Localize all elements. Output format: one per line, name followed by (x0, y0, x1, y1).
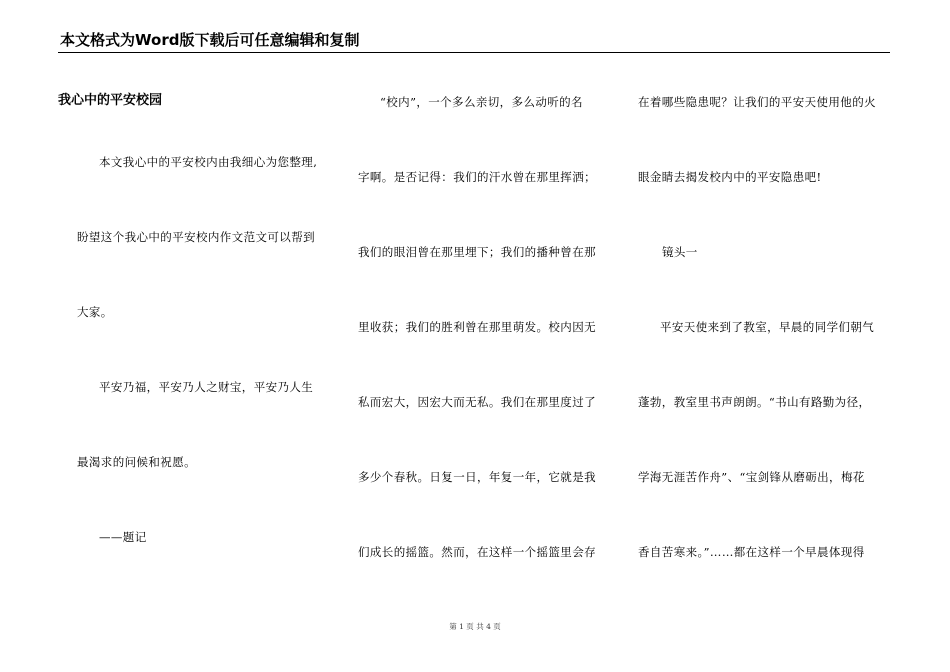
text-line: 眼金睛去揭发校内中的平安隐患吧! (638, 170, 822, 184)
text-line: 大家。 (77, 305, 113, 319)
text-column-1 (77, 0, 327, 620)
article-title: 我心中的平安校园 (58, 93, 163, 108)
text-column-2 (358, 0, 608, 620)
text-line: 在着哪些隐患呢？让我们的平安天使用他的火 (638, 95, 876, 109)
text-line: 字啊。是否记得：我们的汗水曾在那里挥洒； (358, 170, 596, 184)
text-line: 本文我心中的平安校内由我细心为您整理, (99, 155, 318, 169)
text-line: “校内”，一个多么亲切，多么动听的名 (380, 95, 583, 109)
page-number-footer: 第 1 页 共 4 页 (449, 622, 501, 631)
text-line: 香自苦寒来。”……都在这样一个早晨体现得 (638, 545, 865, 559)
text-line: 最渴求的问候和祝愿。 (77, 455, 196, 469)
text-column-3 (638, 0, 888, 620)
epigraph-attribution: ——题记 (99, 530, 147, 544)
text-line: 里收获；我们的胜利曾在那里萌发。校内因无 (358, 320, 596, 334)
text-line: 们成长的摇篮。然而，在这样一个摇篮里会存 (358, 545, 596, 559)
text-line: 平安乃福，平安乃人之财宝，平安乃人生 (99, 380, 314, 394)
text-line: 私而宏大，因宏大而无私。我们在那里度过了 (358, 395, 596, 409)
text-line: 蓬勃，教室里书声朗朗。“书山有路勤为径， (638, 395, 871, 409)
text-line: 学海无涯苦作舟”、“宝剑锋从磨砺出，梅花 (638, 470, 865, 484)
text-line: 盼望这个我心中的平安校内作文范文可以帮到 (77, 230, 315, 244)
section-heading: 镜头一 (662, 245, 698, 259)
text-line: 多少个春秋。日复一日，年复一年，它就是我 (358, 470, 596, 484)
text-line: 平安天使来到了教室，早晨的同学们朝气 (660, 320, 875, 334)
document-header-title: 本文格式为Word版下载后可任意编辑和复制 (60, 31, 360, 49)
text-line: 我们的眼泪曾在那里埋下；我们的播种曾在那 (358, 245, 596, 259)
